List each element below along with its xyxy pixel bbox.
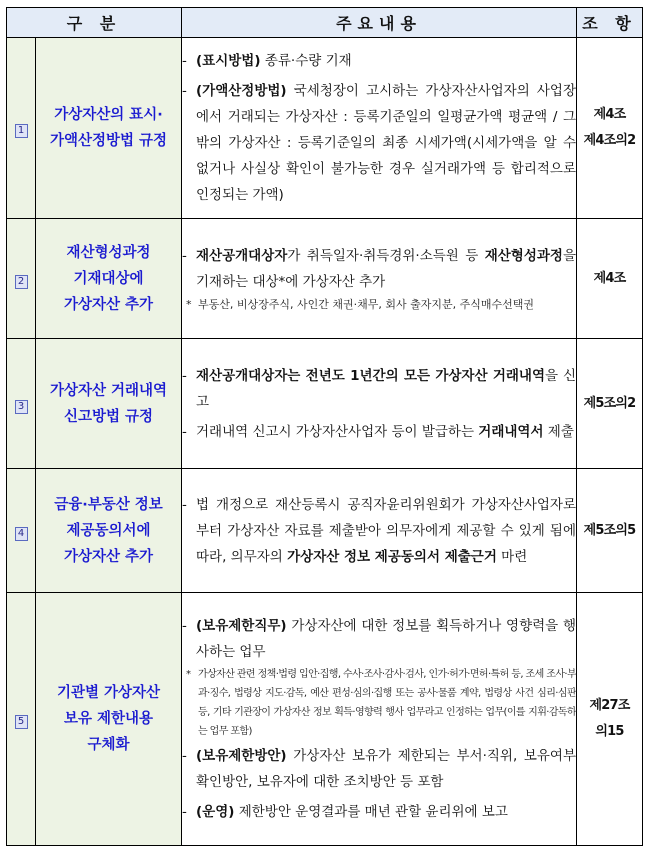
boxed-number-icon: 3 [15, 400, 28, 414]
item-text: 을 신고 [196, 367, 577, 410]
table-row [7, 219, 643, 339]
item-text: 가 취득일자·취득경위·소득원 등 [287, 248, 485, 264]
item-text: 법 개정으로 재산등록시 공직자윤리위원회가 가상자산사업자로부터 가상자산 자료를 제출받아 의무자에게 제공할 수 있게 됨에 따라, 의무자의 [196, 496, 577, 565]
article-ref: 제4조 [593, 270, 626, 286]
content-item [182, 743, 576, 795]
article-cell [577, 219, 643, 339]
item-text: 마련 [496, 548, 528, 565]
content-item [182, 78, 576, 208]
category-line: 재산형성과정 [66, 244, 151, 261]
header-row [7, 8, 643, 38]
article-ref: 제5조의2 [583, 395, 636, 411]
dash-bullet: - [182, 83, 187, 99]
dash-bullet: - [182, 618, 187, 634]
item-text: 제한방안 운영결과를 매년 관할 윤리위에 보고 [234, 804, 508, 820]
category-line: 가상자산 추가 [63, 548, 154, 565]
content-cell [182, 593, 577, 846]
category-line: 가상자산의 표시· [54, 107, 163, 123]
article-ref: 제5조의5 [583, 522, 636, 538]
category-line: 금융·부동산 정보 [54, 496, 163, 513]
content-item [182, 613, 576, 665]
dash-bullet: - [182, 804, 187, 820]
article-cell [577, 38, 643, 219]
item-text: 가상자산에 대한 정보를 획득하거나 영향력을 행사하는 업무 [196, 618, 577, 660]
category-line: 기관별 가상자산 [56, 685, 161, 701]
table-row [7, 38, 643, 219]
footnote-text: 가상자산 관련 정책·법령 입안·집행, 수사·조사·감사·검사, 인가·허가·면허·특허 등, 조세 조사·부과·징수, 법령상 지도·감독, 예산 편성·심의·집행 또는 공사·물품 계약, 법령상 사건 심리·심판 등, 기타 기관장이 가상자산 정보 획득·영향력 행사 업무라고 인정하는 업무(이를 지휘·감독하는 업무 포함) [198, 669, 577, 737]
footnote [182, 295, 576, 314]
category-line: 가상자산 추가 [63, 296, 154, 313]
article-cell [577, 339, 643, 469]
table-row [7, 339, 643, 469]
item-heading: (표시방법) [196, 53, 261, 69]
asterisk-marker: * [186, 298, 192, 311]
article-ref: 의15 [595, 724, 624, 739]
row-number-cell [7, 469, 36, 593]
item-text: 종류·수량 기재 [260, 53, 352, 69]
category-cell [36, 469, 182, 593]
item-bold: 가상자산 정보 제공동의서 제출근거 [287, 548, 497, 565]
category-line: 가상자산 거래내역 [49, 382, 168, 399]
asterisk-marker: * [186, 669, 191, 680]
boxed-number-icon: 4 [15, 527, 28, 541]
row-number-cell [7, 219, 36, 339]
header-category: 구 분 [7, 8, 182, 38]
item-heading: (보유제한직무) [196, 618, 287, 634]
category-line: 보유 제한내용 [63, 711, 154, 727]
category-cell [36, 219, 182, 339]
category-line: 가액산정방법 규정 [49, 133, 168, 149]
item-text: 거래내역 신고시 가상자산사업자 등이 발급하는 [196, 423, 479, 440]
table-row [7, 469, 643, 593]
footnote-text: 부동산, 비상장주식, 사인간 채권·채무, 회사 출자지분, 주식매수선택권 [198, 298, 535, 311]
article-cell [577, 593, 643, 846]
summary-table [6, 7, 643, 846]
category-cell [36, 38, 182, 219]
article-ref: 제4조 [593, 107, 626, 122]
content-cell [182, 38, 577, 219]
article-cell [577, 469, 643, 593]
boxed-number-icon: 2 [15, 275, 28, 289]
content-item [182, 48, 576, 74]
item-heading: (보유제한방안) [196, 748, 287, 764]
item-bold: 재산형성과정 [484, 248, 563, 264]
category-line: 제공동의서에 [66, 522, 151, 539]
item-bold: 재산공개대상자 [196, 248, 288, 264]
table-row [7, 593, 643, 846]
boxed-number-icon: 5 [15, 715, 28, 729]
dash-bullet: - [182, 367, 187, 384]
content-item [182, 363, 576, 415]
row-number-cell [7, 339, 36, 469]
content-item [182, 243, 576, 295]
item-heading: (가액산정방법) [196, 83, 287, 99]
content-item [182, 492, 576, 570]
content-item [182, 419, 576, 445]
item-text: 제출 [543, 423, 574, 440]
content-item [182, 799, 576, 825]
category-line: 기재대상에 [73, 270, 144, 287]
item-text: 가상자산 보유가 제한되는 부서·직위, 보유여부 확인방안, 보유자에 대한 조치방안 등 포함 [196, 748, 577, 790]
article-ref: 제27조 [589, 698, 630, 713]
row-number-cell [7, 593, 36, 846]
category-cell [36, 339, 182, 469]
header-content: 주요내용 [182, 8, 577, 38]
item-text: 국세청장이 고시하는 가상자산사업자의 사업장에서 거래되는 가상자산 : 등록기준일의 일평균가액 평균액 / 그 밖의 가상자산 : 등록기준일의 최종 시세가액(시세가액을 알 수 없거나 사실상 확인이 불가능한 경우 실거래가액 등 합리적으로 인정되는 가액) [196, 83, 577, 203]
dash-bullet: - [182, 496, 187, 513]
boxed-number-icon: 1 [15, 124, 28, 138]
category-cell [36, 593, 182, 846]
category-line: 구체화 [87, 737, 130, 753]
item-heading: (운영) [196, 804, 235, 820]
header-article: 조 항 [577, 8, 643, 38]
item-bold: 재산공개대상자는 전년도 1년간의 모든 가상자산 거래내역 [196, 367, 546, 384]
article-ref: 제4조의2 [583, 133, 636, 148]
item-bold: 거래내역서 [478, 423, 544, 440]
category-line: 신고방법 규정 [63, 408, 154, 425]
dash-bullet: - [182, 423, 187, 440]
dash-bullet: - [182, 53, 187, 69]
content-cell [182, 339, 577, 469]
dash-bullet: - [182, 248, 187, 264]
dash-bullet: - [182, 748, 187, 764]
item-text: 을 기재하는 대상*에 가상자산 추가 [196, 248, 577, 290]
row-number-cell [7, 38, 36, 219]
content-cell [182, 469, 577, 593]
footnote [182, 665, 576, 741]
content-cell [182, 219, 577, 339]
